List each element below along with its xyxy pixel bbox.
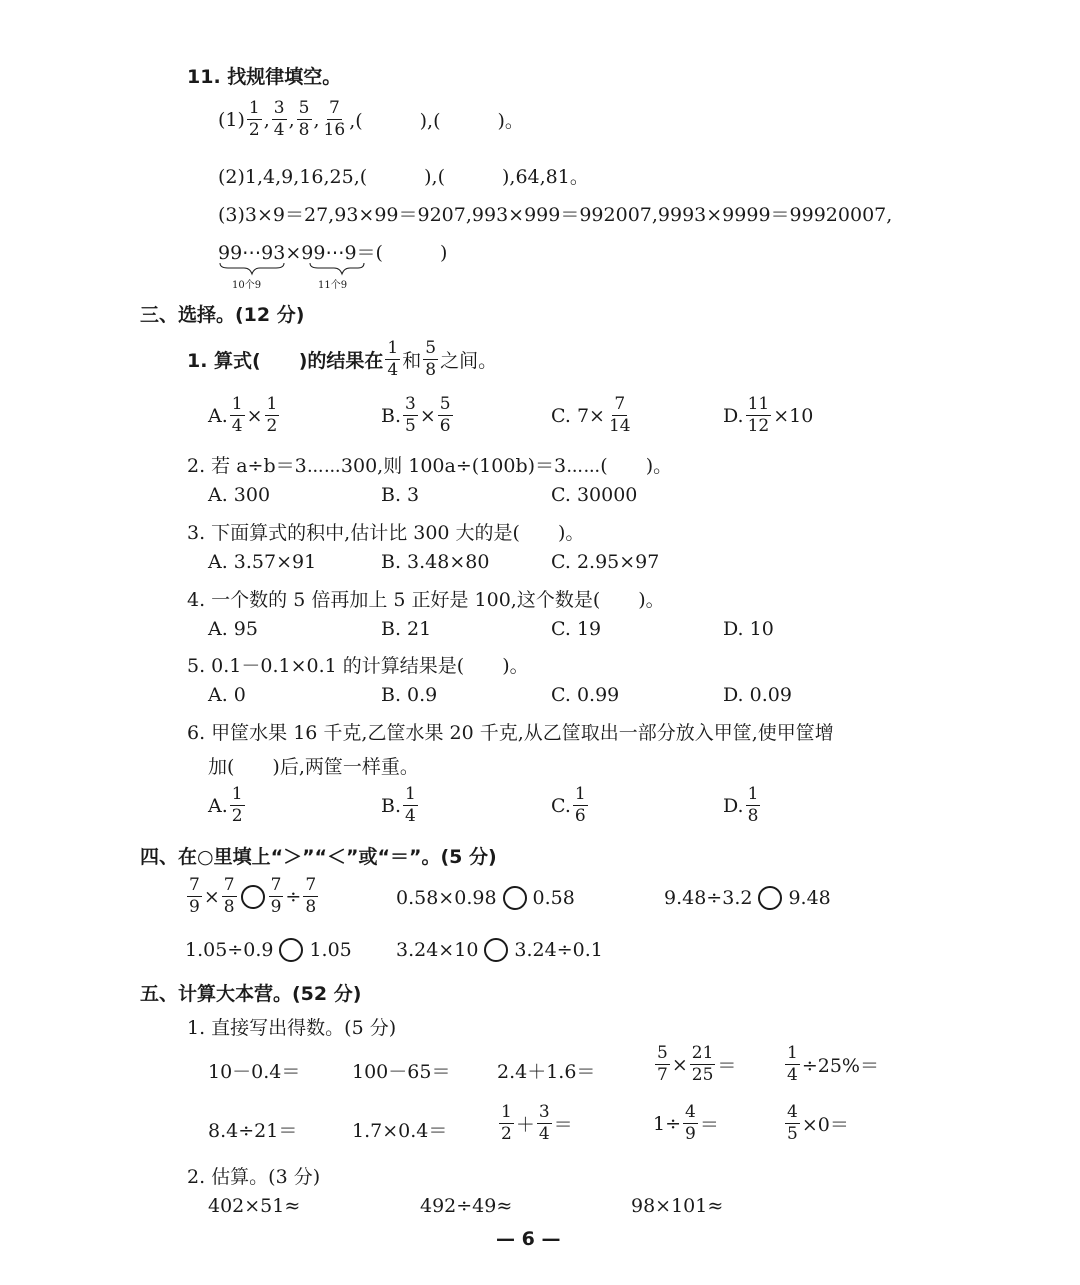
s5-calc-7: 1.7×0.4＝: [352, 1120, 448, 1142]
compare-circle[interactable]: [241, 885, 265, 909]
s5-calc-3: 2.4＋1.6＝: [497, 1061, 596, 1083]
compare-circle[interactable]: [484, 938, 508, 962]
compare-circle[interactable]: [279, 938, 303, 962]
s3-q4: 4. 一个数的 5 倍再加上 5 正好是 100,这个数是( )。: [187, 589, 665, 611]
s3-q1-text: 1. 算式( )的结果在: [187, 350, 384, 372]
s5-sub1-title: 1. 直接写出得数。(5 分): [187, 1017, 397, 1039]
s3-q3-option-a: A. 3.57×91: [208, 551, 317, 573]
s5-calc-6: 8.4÷21＝: [208, 1120, 298, 1142]
fraction: $\frac{3}{4}$: [273, 98, 285, 140]
s3-q5-option-b: B. 0.9: [381, 684, 438, 706]
s3-q6-option-c: C. $\frac{1}{6}$: [551, 784, 586, 826]
fraction: $\frac{5}{8}$: [425, 338, 437, 380]
q11-p1-prefix: (1): [218, 108, 245, 131]
page-number: — 6 —: [496, 1228, 561, 1250]
s3-q6: 6. 甲筐水果 16 千克,乙筐水果 20 千克,从乙筐取出一部分放入甲筐,使甲筐增: [187, 722, 834, 744]
s3-q6-option-d: D. $\frac{1}{8}$: [723, 784, 759, 826]
s4-expr-2: 0.58×0.98 0.58: [396, 887, 575, 909]
s3-q3-option-b: B. 3.48×80: [381, 551, 490, 573]
q11-part2: (2)1,4,9,16,25,( ),( ),64,81。: [218, 166, 589, 188]
s5-estimate-2: 492÷49≈: [420, 1195, 513, 1217]
s3-q3: 3. 下面算式的积中,估计比 300 大的是( )。: [187, 522, 585, 544]
s3-q2-option-a: A. 300: [208, 484, 271, 506]
s3-q2-option-b: B. 3: [381, 484, 420, 506]
s3-q5: 5. 0.1－0.1×0.1 的计算结果是( )。: [187, 655, 529, 677]
s5-calc-2: 100－65＝: [352, 1061, 451, 1083]
fraction: $\frac{1}{2}$: [248, 98, 260, 140]
fraction: $\frac{1}{4}$: [387, 338, 399, 380]
s4-expr-3: 9.48÷3.2 9.48: [664, 887, 831, 909]
s3-q1-option-b: B. $\frac{3}{5}$ × $\frac{5}{6}$: [381, 394, 451, 436]
q11-part1: (1) $\frac{1}{2}$ , $\frac{3}{4}$ , $\frac{5}{8}$ , $\frac{7}{16}$ ,( ),( )。: [218, 98, 524, 140]
s3-q2: 2. 若 a÷b＝3⋯⋯300,则 100a÷(100b)＝3⋯⋯( )。: [187, 455, 673, 477]
s3-q6-cont: 加( )后,两筐一样重。: [208, 756, 419, 778]
s3-q6-option-a: A. $\frac{1}{2}$: [208, 784, 243, 826]
q11-title: 11. 找规律填空。: [187, 66, 342, 88]
s3-q1-option-c: C. 7× $\frac{7}{14}$: [551, 394, 631, 436]
brace-label-1: 10个9: [232, 280, 262, 291]
s5-calc-8: $\frac{1}{2}$ ＋ $\frac{3}{4}$ ＝: [501, 1102, 573, 1144]
s3-q5-option-a: A. 0: [208, 684, 246, 706]
s3-q1-option-a: A. $\frac{1}{4}$ × $\frac{1}{2}$: [208, 394, 278, 436]
s3-q3-option-c: C. 2.95×97: [551, 551, 660, 573]
s5-calc-9: 1÷ $\frac{4}{9}$ ＝: [653, 1102, 719, 1144]
s3-q1-mid: 和: [402, 350, 422, 372]
s4-expr-1: $\frac{7}{9}$ × $\frac{7}{8}$ $\frac{7}{9}$ ÷ $\frac{7}{8}$: [189, 875, 317, 917]
section-5-title: 五、计算大本营。(52 分): [140, 983, 362, 1005]
s3-q4-option-d: D. 10: [723, 618, 774, 640]
brace-label-2: 11个9: [318, 280, 348, 291]
compare-circle[interactable]: [503, 886, 527, 910]
s4-expr-5: 3.24×10 3.24÷0.1: [396, 939, 603, 961]
fraction: $\frac{5}{8}$: [298, 98, 310, 140]
q11-part3-expression: 99⋯93×99⋯9＝( ): [218, 242, 448, 264]
s5-estimate-3: 98×101≈: [631, 1195, 724, 1217]
q11-part3: (3)3×9＝27,93×99＝9207,993×999＝992007,9993×9999＝99920007,: [218, 204, 893, 226]
s3-q1-end: 之间。: [440, 350, 498, 372]
s3-q4-option-c: C. 19: [551, 618, 602, 640]
s5-calc-1: 10－0.4＝: [208, 1061, 301, 1083]
underbraces: [218, 262, 378, 276]
s5-calc-4: $\frac{5}{7}$ × $\frac{21}{25}$ ＝: [657, 1043, 737, 1085]
s4-expr-4: 1.05÷0.9 1.05: [185, 939, 352, 961]
s3-q4-option-b: B. 21: [381, 618, 432, 640]
compare-circle[interactable]: [758, 886, 782, 910]
s5-estimate-1: 402×51≈: [208, 1195, 301, 1217]
fraction: $\frac{7}{16}$: [323, 98, 346, 140]
s3-q4-option-a: A. 95: [208, 618, 258, 640]
s5-calc-10: $\frac{4}{5}$ ×0＝: [787, 1102, 849, 1144]
s3-q5-option-c: C. 0.99: [551, 684, 620, 706]
s3-q2-option-c: C. 30000: [551, 484, 638, 506]
s5-sub2-title: 2. 估算。(3 分): [187, 1166, 321, 1188]
s3-q5-option-d: D. 0.09: [723, 684, 792, 706]
section-3-title: 三、选择。(12 分): [140, 304, 305, 326]
s3-q1-option-d: D. $\frac{11}{12}$ ×10: [723, 394, 814, 436]
s3-q6-option-b: B. $\frac{1}{4}$: [381, 784, 416, 826]
s5-calc-5: $\frac{1}{4}$ ÷25%＝: [787, 1043, 879, 1085]
section-4-title: 四、在○里填上“＞”“＜”或“＝”。(5 分): [140, 846, 497, 868]
q11-p1-tail: ,( ),( )。: [349, 110, 524, 132]
s3-q1: [187, 340, 497, 379]
